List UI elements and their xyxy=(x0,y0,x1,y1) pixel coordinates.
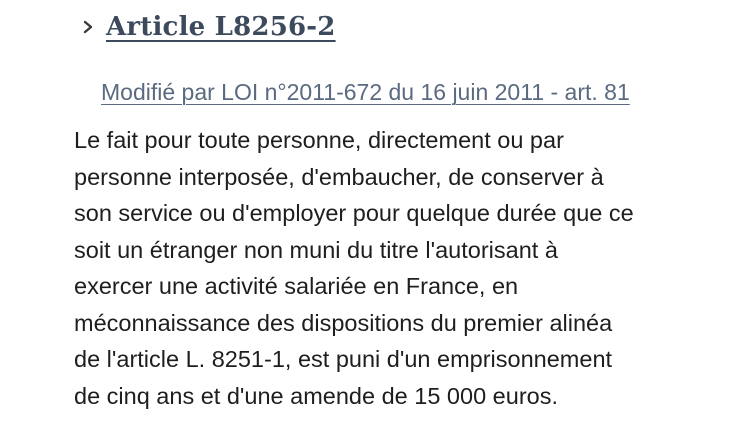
chevron-right-icon[interactable] xyxy=(82,17,96,37)
article-header[interactable] xyxy=(82,12,336,42)
article-body-line: méconnaissance des dispositions du premier alinéa xyxy=(74,309,613,336)
article-body-line: de l'article L. 8251-1, est puni d'un emprisonnement xyxy=(74,346,613,372)
article-body-line: soit un étranger non muni du titre l'autorisant à xyxy=(74,236,558,263)
article-body-line: exercer une activité salariée en France, en xyxy=(74,273,519,299)
modified-by-link[interactable]: Modifié par LOI n°2011-672 du 16 juin 2011 - art. 81 xyxy=(101,79,630,105)
article-body-line: personne interposée, d'embaucher, de conserver à xyxy=(74,163,604,190)
article-title-link[interactable]: Article L8256-2 xyxy=(106,12,336,42)
article-body-line: son service ou d'employer pour quelque durée que ce xyxy=(74,200,634,226)
article-body xyxy=(74,122,724,414)
article-body-line: de cinq ans et d'une amende de 15 000 euros. xyxy=(74,382,558,409)
article-body-line: Le fait pour toute personne, directement ou par xyxy=(74,127,564,153)
